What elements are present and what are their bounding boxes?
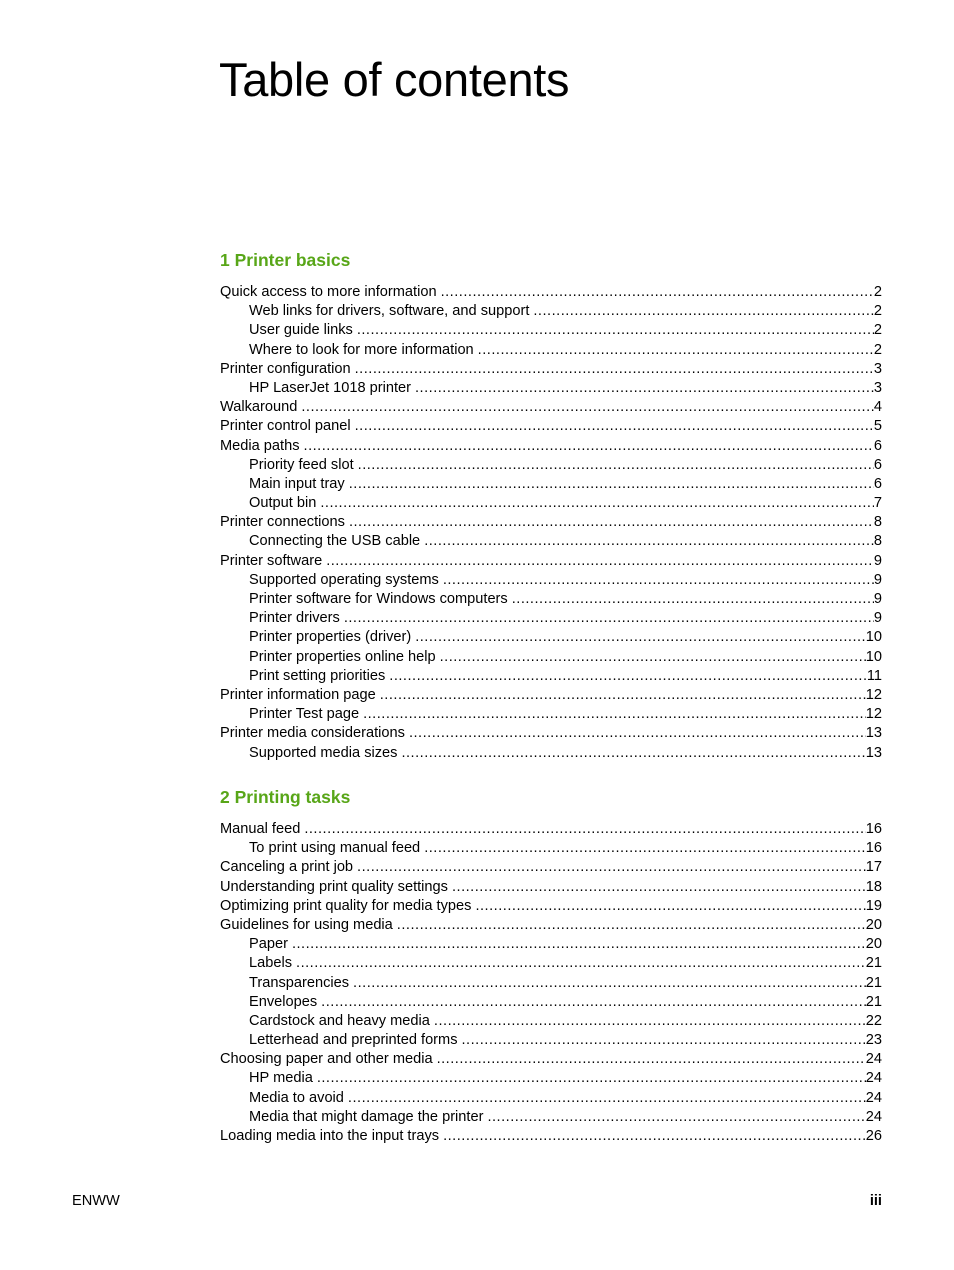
- chapter-heading: 2 Printing tasks: [220, 787, 351, 807]
- toc-entry-page-number: 12: [865, 686, 882, 703]
- toc-entry-page-number: 23: [865, 1032, 882, 1049]
- chapter-section: [220, 786, 882, 1146]
- toc-entry-title: To print using manual feed: [249, 840, 421, 857]
- toc-entry-page-number: 3: [873, 379, 882, 396]
- toc-entry[interactable]: [220, 494, 882, 513]
- toc-entry-title: User guide links: [249, 322, 353, 339]
- toc-entry-page-number: 2: [873, 303, 882, 320]
- toc-entry-page-number: 8: [873, 514, 882, 531]
- toc-dot-leader: [424, 839, 866, 858]
- toc-dot-leader: [357, 858, 866, 877]
- toc-entry-title: Connecting the USB cable: [249, 533, 421, 550]
- toc-dot-leader: [317, 1069, 866, 1088]
- toc-dot-leader: [487, 1108, 865, 1127]
- toc-entry-page-number: 3: [873, 360, 882, 377]
- toc-dot-leader: [512, 590, 874, 609]
- toc-entry-page-number: 12: [865, 706, 882, 723]
- toc-entry-page-number: 2: [873, 341, 882, 358]
- toc-entry-title: Print setting priorities: [249, 667, 386, 684]
- toc-entry-title: Understanding print quality settings: [220, 878, 448, 895]
- toc-entry[interactable]: [220, 1108, 882, 1127]
- toc-entry-title: Printer configuration: [220, 360, 351, 377]
- toc-dot-leader: [380, 686, 866, 705]
- toc-entry[interactable]: [220, 437, 882, 456]
- toc-dot-leader: [397, 916, 866, 935]
- toc-entry-title: Cardstock and heavy media: [249, 1012, 430, 1029]
- toc-entry-page-number: 2: [873, 322, 882, 339]
- toc-entry-title: Where to look for more information: [249, 341, 474, 358]
- toc-entry-title: Transparencies: [249, 974, 350, 991]
- toc-entry-title: Printer properties (driver): [249, 629, 412, 646]
- toc-entry-title: Quick access to more information: [220, 284, 437, 300]
- toc-entry-title: Labels: [249, 955, 293, 972]
- toc-entry[interactable]: [220, 475, 882, 494]
- toc-entry-page-number: 8: [873, 533, 882, 550]
- toc-dot-leader: [389, 667, 867, 686]
- toc-entry-page-number: 24: [865, 1108, 882, 1125]
- toc-entry-title: Manual feed: [220, 821, 301, 837]
- toc-dot-leader: [424, 532, 874, 551]
- toc-entry-title: Media paths: [220, 437, 300, 454]
- toc-entry-title: Main input tray: [249, 475, 345, 492]
- toc-entry-page-number: 19: [865, 897, 882, 914]
- toc-entry[interactable]: [220, 648, 882, 667]
- toc-entry-title: Choosing paper and other media: [220, 1051, 433, 1068]
- toc-entry-page-number: 6: [873, 437, 882, 454]
- toc-entry-page-number: 24: [865, 1051, 882, 1068]
- toc-entry[interactable]: [220, 590, 882, 609]
- toc-entry-title: Printer media considerations: [220, 725, 405, 742]
- toc-entry-page-number: 24: [865, 1070, 882, 1087]
- toc-entry-page-number: 10: [865, 629, 882, 646]
- toc-entry-page-number: 21: [865, 974, 882, 991]
- toc-entry[interactable]: [220, 321, 882, 340]
- toc-list: [220, 283, 882, 763]
- toc-entry[interactable]: [220, 532, 882, 551]
- toc-entry[interactable]: [220, 341, 882, 360]
- toc-entry-title: Envelopes: [249, 993, 318, 1010]
- toc-entry-title: Media that might damage the printer: [249, 1108, 484, 1125]
- toc-entry-title: Printer drivers: [249, 610, 340, 627]
- toc-entry-page-number: 10: [865, 648, 882, 665]
- toc-entry-title: Supported media sizes: [249, 744, 398, 761]
- toc-entry-page-number: 6: [873, 475, 882, 492]
- toc-entry-page-number: 16: [865, 840, 882, 857]
- toc-entry-page-number: 9: [873, 610, 882, 627]
- toc-dot-leader: [296, 954, 866, 973]
- toc-entry-page-number: 7: [873, 495, 882, 512]
- toc-entry[interactable]: [220, 705, 882, 724]
- toc-entry[interactable]: [220, 398, 882, 417]
- toc-entry-title: HP media: [249, 1070, 313, 1087]
- toc-dot-leader: [443, 571, 874, 590]
- toc-entry-title: Printer connections: [220, 514, 345, 531]
- toc-entry-page-number: 26: [865, 1128, 882, 1144]
- toc-entry-title: Priority feed slot: [249, 456, 354, 473]
- toc-entry-page-number: 4: [873, 399, 882, 416]
- toc-entry-title: Walkaround: [220, 399, 298, 416]
- toc-entry-page-number: 9: [873, 591, 882, 607]
- toc-entry-page-number: 20: [865, 936, 882, 953]
- toc-entry[interactable]: [220, 974, 882, 993]
- toc-entry[interactable]: [220, 878, 882, 897]
- toc-dot-leader: [304, 820, 865, 839]
- toc-entry-title: Guidelines for using media: [220, 916, 393, 933]
- toc-entry[interactable]: [220, 628, 882, 647]
- toc-dot-leader: [533, 302, 874, 321]
- chapter-section: [220, 249, 882, 763]
- toc-entry-page-number: 5: [873, 418, 882, 435]
- toc-entry-page-number: 9: [873, 552, 882, 569]
- toc-entry[interactable]: [220, 744, 882, 763]
- toc-entry-title: HP LaserJet 1018 printer: [249, 379, 411, 396]
- toc-entry-page-number: 13: [865, 744, 882, 761]
- toc-dot-leader: [348, 1089, 866, 1108]
- toc-entry[interactable]: [220, 686, 882, 705]
- toc-dot-leader: [452, 878, 866, 897]
- toc-dot-leader: [304, 437, 874, 456]
- toc-entry-title: Printer control panel: [220, 418, 351, 435]
- toc-dot-leader: [415, 379, 874, 398]
- toc-entry-page-number: 11: [866, 667, 882, 684]
- toc-entry-title: Paper: [249, 936, 288, 953]
- toc-entry[interactable]: [220, 916, 882, 935]
- toc-entry-page-number: 18: [865, 878, 882, 895]
- toc-entry[interactable]: [220, 993, 882, 1012]
- toc-entry[interactable]: [220, 1031, 882, 1050]
- toc-dot-leader: [292, 935, 866, 954]
- toc-entry[interactable]: [220, 1069, 882, 1088]
- toc-dot-leader: [443, 1127, 866, 1146]
- toc-entry-page-number: 24: [865, 1089, 882, 1106]
- toc-entry[interactable]: [220, 820, 882, 839]
- toc-entry-title: Media to avoid: [249, 1089, 344, 1106]
- toc-entry[interactable]: [220, 456, 882, 475]
- page-title: Table of contents: [219, 53, 570, 106]
- toc-entry-page-number: 2: [873, 284, 882, 300]
- toc-entry[interactable]: [220, 935, 882, 954]
- toc-entry[interactable]: [220, 283, 882, 302]
- toc-dot-leader: [415, 628, 866, 647]
- toc-entry[interactable]: [220, 609, 882, 628]
- toc-entry-title: Web links for drivers, software, and support: [249, 303, 530, 320]
- toc-dot-leader: [401, 744, 865, 763]
- toc-entry[interactable]: [220, 552, 882, 571]
- toc-entry-page-number: 21: [865, 993, 882, 1010]
- toc-dot-leader: [434, 1012, 866, 1031]
- toc-dot-leader: [353, 974, 866, 993]
- toc-dot-leader: [409, 724, 866, 743]
- toc-entry-title: Printer properties online help: [249, 648, 436, 665]
- toc-dot-leader: [355, 417, 874, 436]
- chapter-heading: 1 Printer basics: [220, 250, 351, 270]
- toc-entry[interactable]: [220, 360, 882, 379]
- toc-dot-leader: [475, 897, 865, 916]
- toc-entry[interactable]: [220, 513, 882, 532]
- toc-dot-leader: [363, 705, 866, 724]
- toc-entry-title: Output bin: [249, 495, 317, 512]
- footer-page-number: iii: [869, 1193, 882, 1209]
- toc-entry-title: Letterhead and preprinted forms: [249, 1032, 458, 1049]
- toc-dot-leader: [462, 1031, 866, 1050]
- toc-entry-page-number: 16: [865, 821, 882, 837]
- toc-entry[interactable]: [220, 1050, 882, 1069]
- toc-entry-title: Canceling a print job: [220, 859, 354, 876]
- toc-entry[interactable]: [220, 897, 882, 916]
- footer-doc-code: ENWW: [72, 1193, 120, 1209]
- toc-dot-leader: [349, 513, 874, 532]
- toc-dot-leader: [355, 360, 874, 379]
- toc-entry-title: Printer information page: [220, 686, 376, 703]
- toc-entry-page-number: 6: [873, 456, 882, 473]
- toc-dot-leader: [326, 552, 874, 571]
- toc-entry-page-number: 9: [873, 571, 882, 588]
- toc-entry-title: Printer Test page: [249, 706, 360, 723]
- toc-dot-leader: [320, 494, 874, 513]
- toc-dot-leader: [357, 321, 874, 340]
- toc-entry-page-number: 20: [865, 916, 882, 933]
- toc-entry-title: Supported operating systems: [249, 571, 439, 588]
- toc-entry-page-number: 17: [865, 859, 882, 876]
- toc-entry-title: Printer software for Windows computers: [249, 591, 508, 607]
- toc-dot-leader: [321, 993, 866, 1012]
- toc-entry[interactable]: [220, 1127, 882, 1146]
- toc-dot-leader: [349, 475, 874, 494]
- toc-entry[interactable]: [220, 417, 882, 436]
- toc-entry[interactable]: [220, 1089, 882, 1108]
- toc-entry[interactable]: [220, 724, 882, 743]
- toc-dot-leader: [441, 283, 874, 302]
- toc-entry[interactable]: [220, 302, 882, 321]
- toc-entry[interactable]: [220, 379, 882, 398]
- toc-dot-leader: [437, 1050, 866, 1069]
- toc-dot-leader: [344, 609, 874, 628]
- toc-entry-page-number: 13: [865, 725, 882, 742]
- toc-entry-title: Printer software: [220, 552, 323, 569]
- toc-entry[interactable]: [220, 858, 882, 877]
- toc-entry-page-number: 21: [865, 955, 882, 972]
- toc-entry[interactable]: [220, 571, 882, 590]
- toc-entry-page-number: 22: [865, 1012, 882, 1029]
- toc-entry[interactable]: [220, 667, 882, 686]
- toc-dot-leader: [440, 648, 866, 667]
- toc-entry-title: Optimizing print quality for media types: [220, 897, 472, 914]
- toc-entry[interactable]: [220, 1012, 882, 1031]
- toc-entry-title: Loading media into the input trays: [220, 1128, 440, 1144]
- toc-dot-leader: [358, 456, 874, 475]
- toc-dot-leader: [301, 398, 874, 417]
- toc-list: [220, 820, 882, 1146]
- toc-entry[interactable]: [220, 954, 882, 973]
- toc-dot-leader: [478, 341, 874, 360]
- toc-entry[interactable]: [220, 839, 882, 858]
